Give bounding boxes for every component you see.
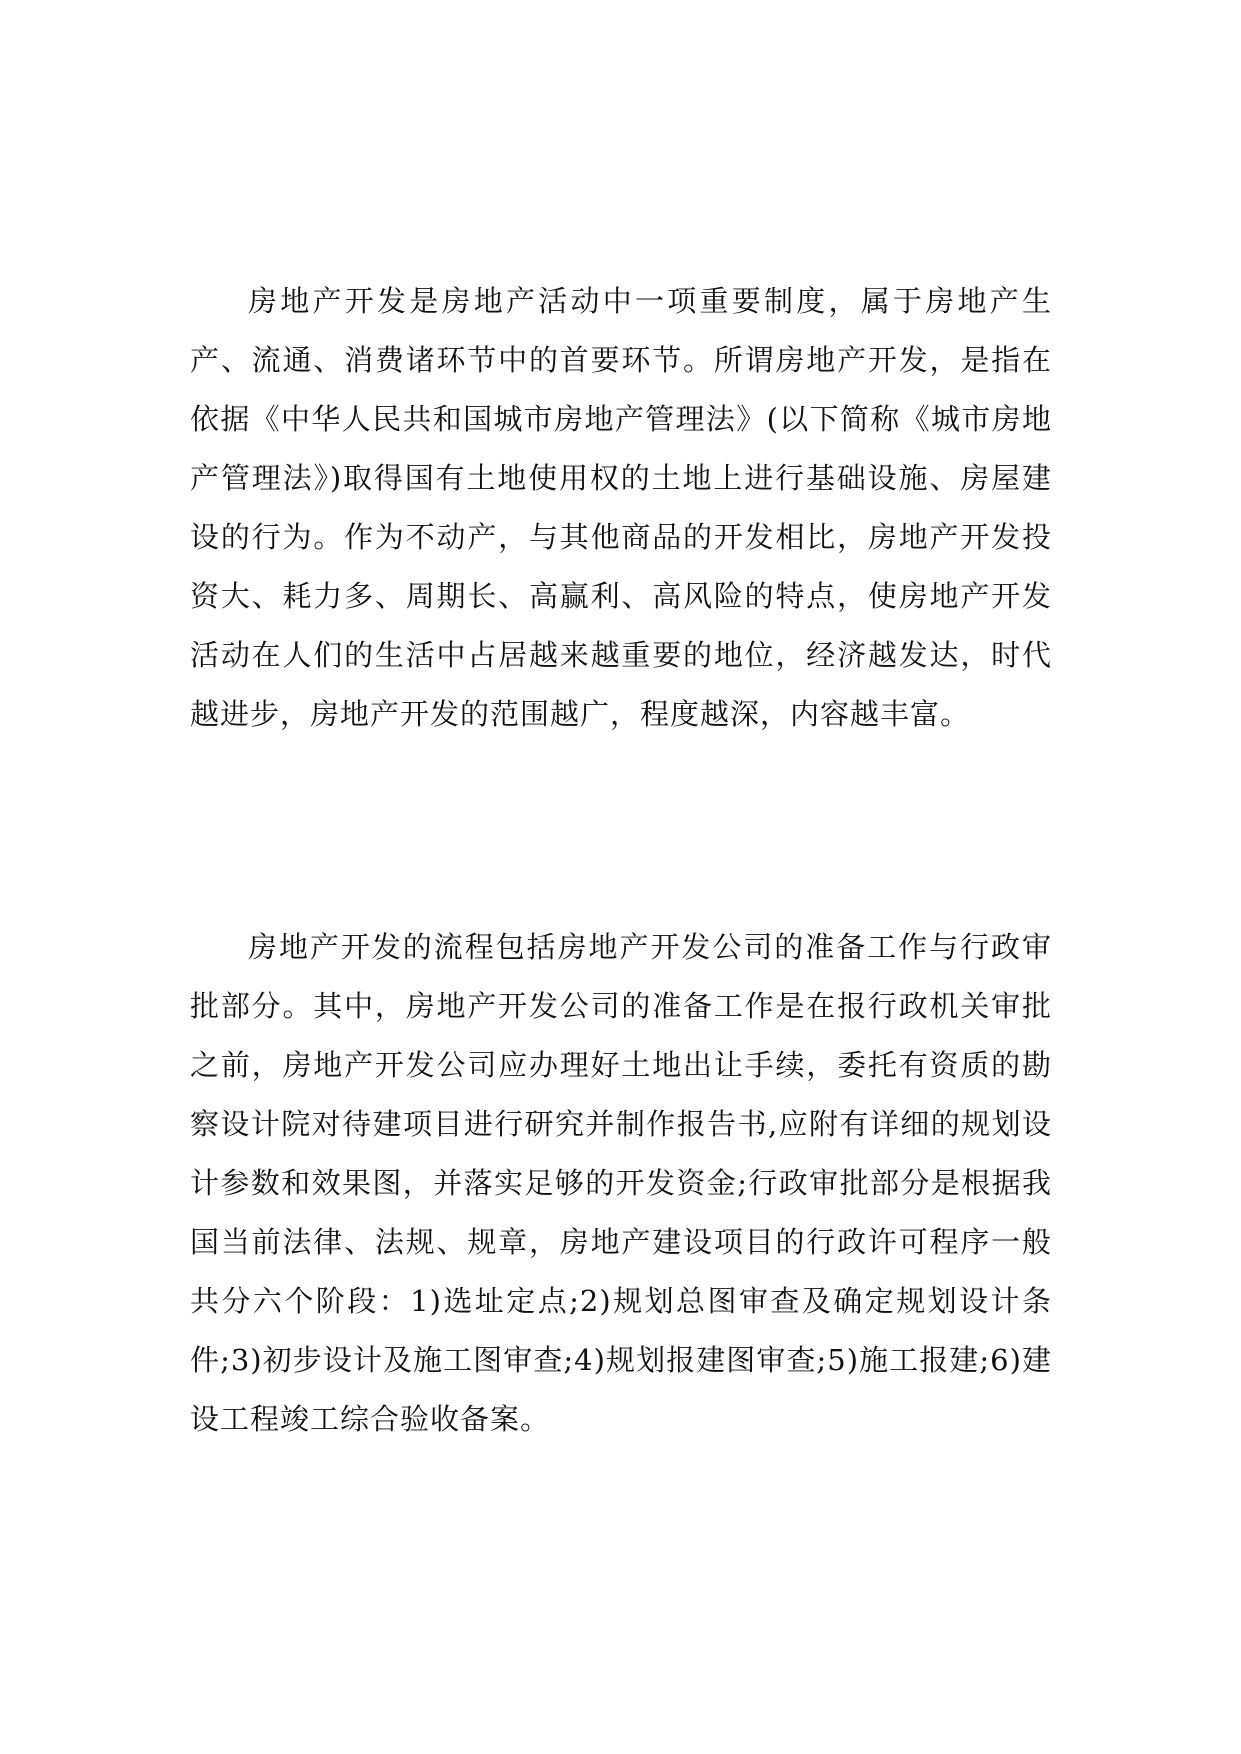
paragraph-real-estate-development-definition: 房地产开发是房地产活动中一项重要制度，属于房地产生产、流通、消费诸环节中的首要环节。所谓房地产开发，是指在依据《中华人民共和国城市房地产管理法》(以下简称《城市房地产管理法》)取得国有土地使用权的土地上进行基础设施、房屋建设的行为。作为不动产，与其他商品的开发相比，房地产开发投资大、耗力多、周期长、高赢利、高风险的特点，使房地产开发活动在人们的生活中占居越来越重要的地位，经济越发达，时代越进步，房地产开发的范围越广，程度越深，内容越丰富。 (190, 284, 1052, 731)
paragraph-real-estate-development-process: 房地产开发的流程包括房地产开发公司的准备工作与行政审批部分。其中，房地产开发公司的准备工作是在报行政机关审批之前，房地产开发公司应办理好土地出让手续，委托有资质的勘察设计院对待建项目进行研究并制作报告书,应附有详细的规划设计参数和效果图，并落实足够的开发资金;行政审批部分是根据我国当前法律、法规、规章，房地产建设项目的行政许可程序一般共分六个阶段：1)选址定点;2)规划总图审查及确定规划设计条件;3)初步设计及施工图审查;4)规划报建图审查;5)施工报建;6)建设工程竣工综合验收备案。 (190, 930, 1052, 1436)
